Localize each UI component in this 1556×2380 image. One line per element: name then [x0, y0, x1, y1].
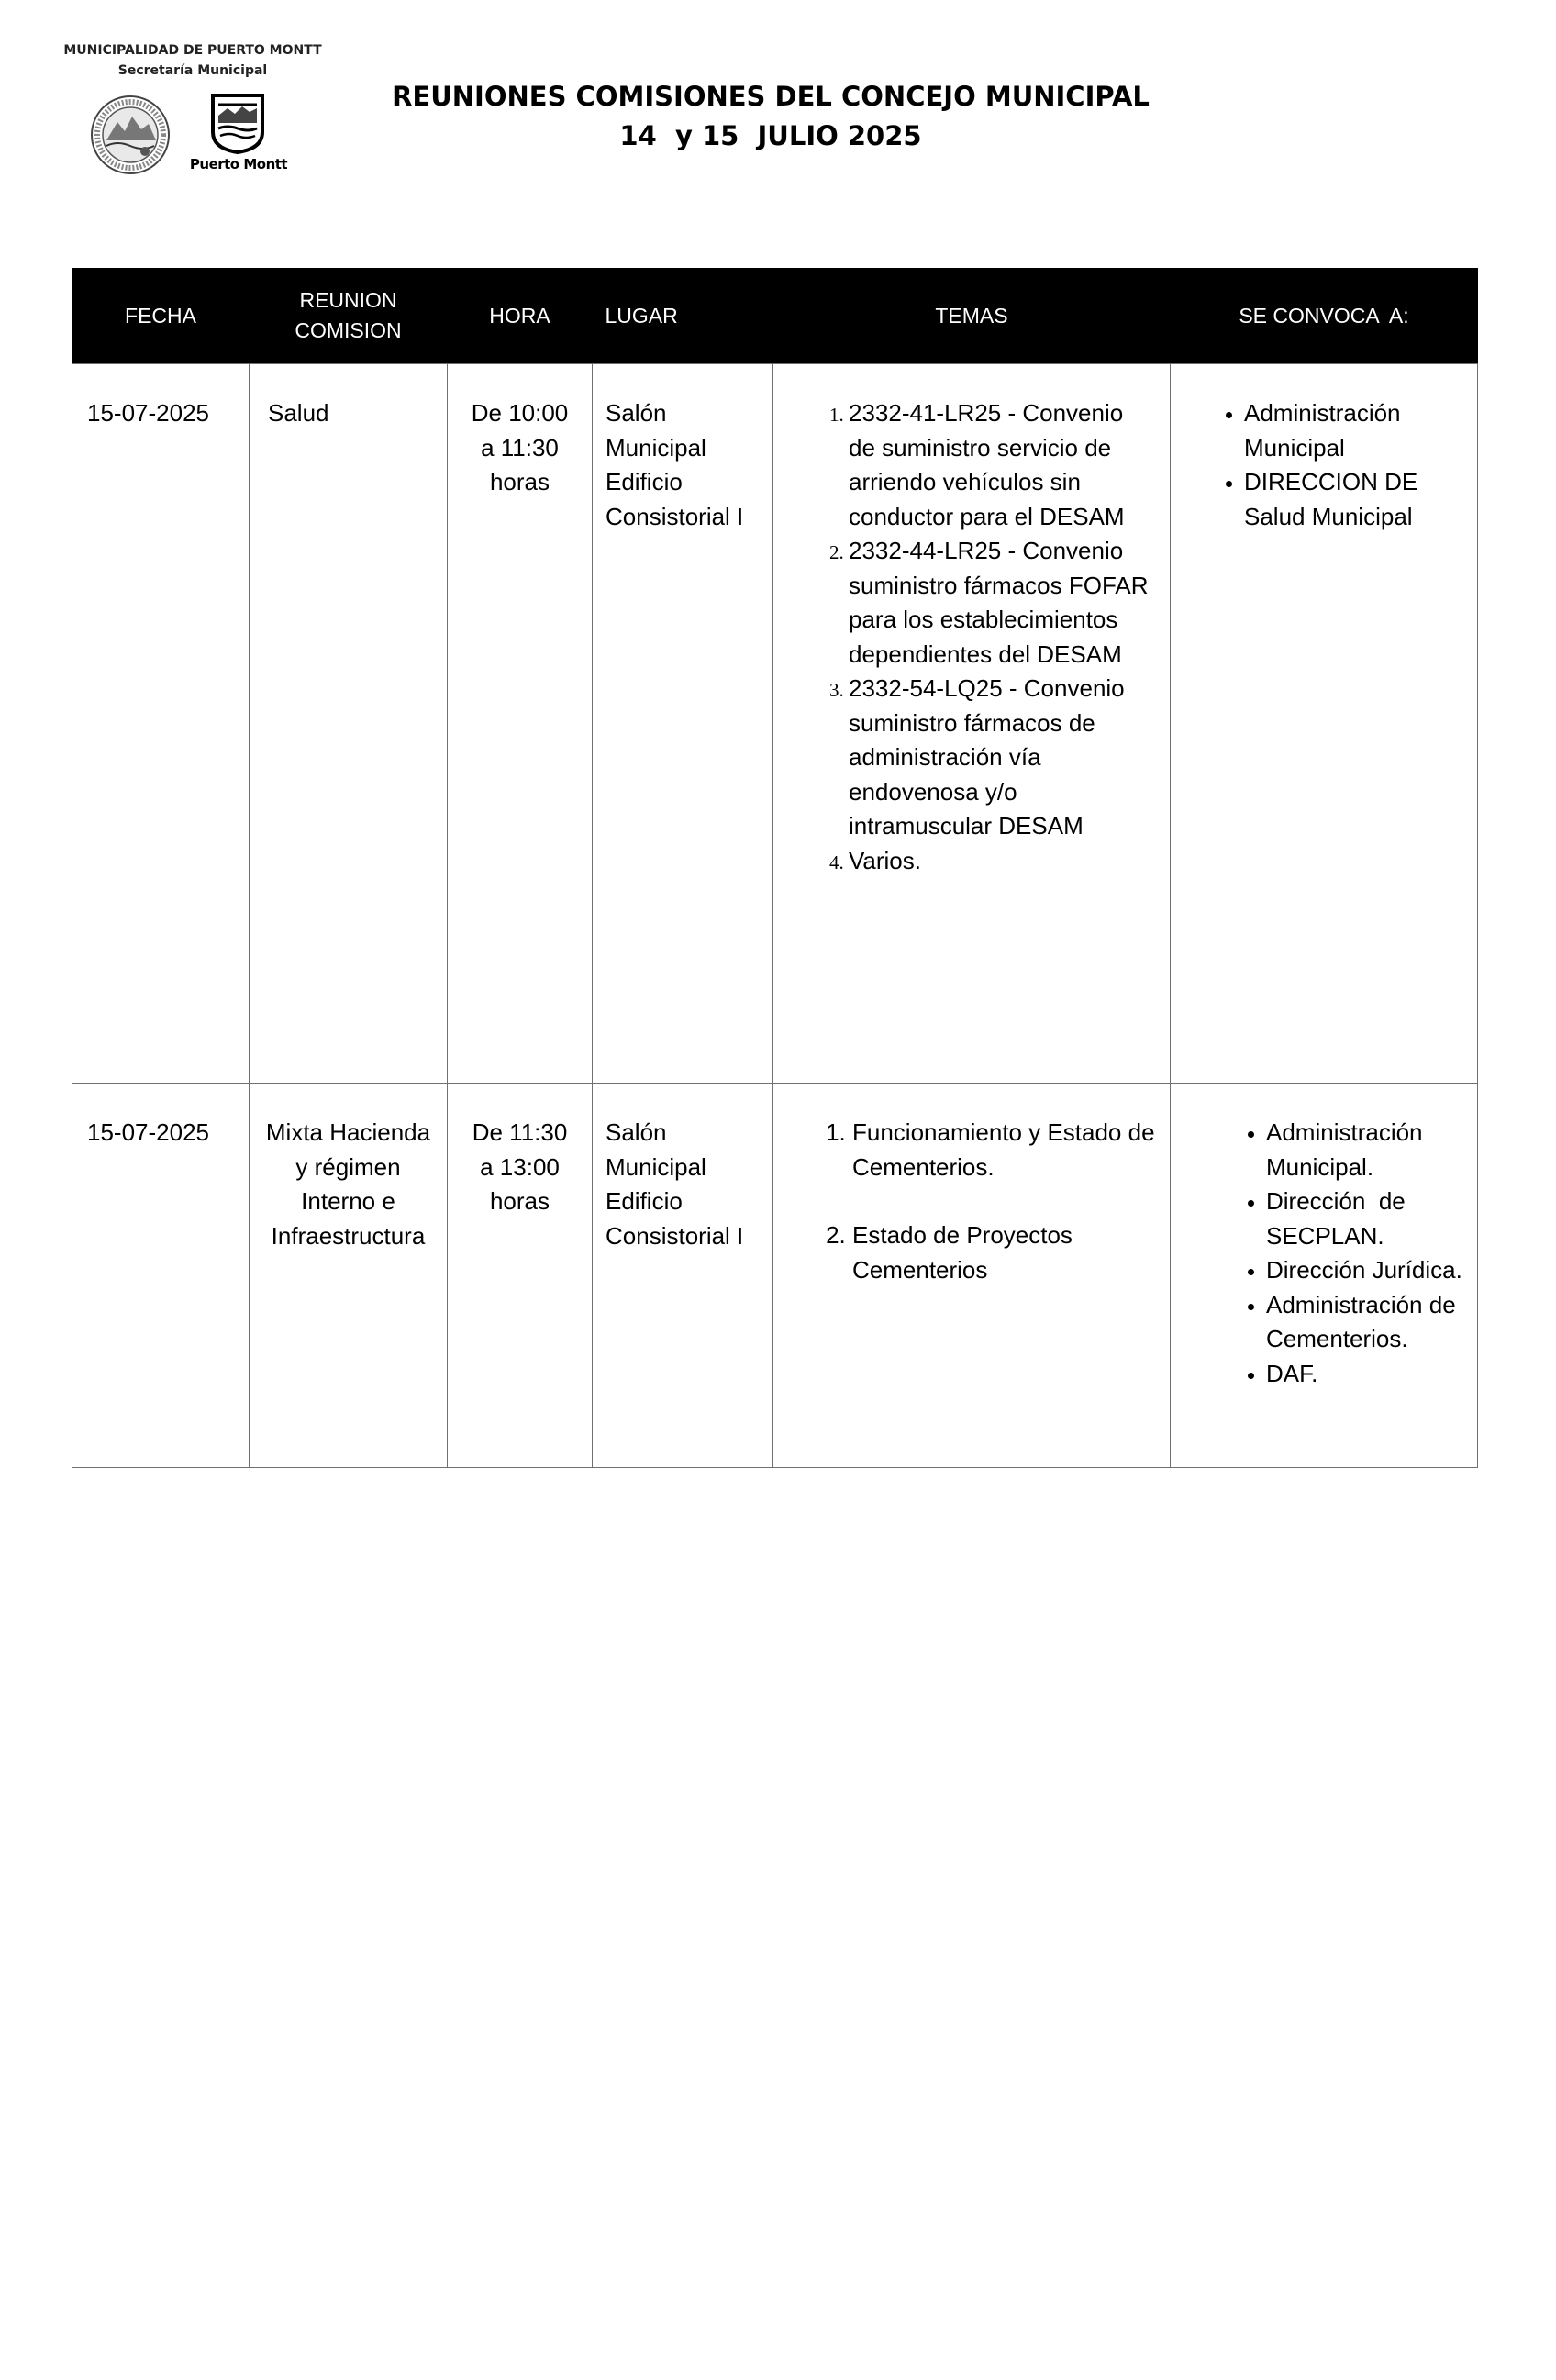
cell-fecha — [72, 364, 250, 1084]
puerto-montt-crest-logo — [209, 92, 266, 154]
list-item: 2. Estado de Proyectos Cementerios — [852, 1218, 1157, 1287]
comision-text: Salud — [268, 399, 329, 427]
comision-text: Mixta Hacienda y régimen Interno e Infraestructura — [265, 1118, 431, 1250]
list-item: 2. 2332-44-LR25 - Convenio suministro fármacos FOFAR para los establecimientos dependientes del DESAM — [849, 534, 1153, 672]
hora-text: De 10:00 a 11:30 horas — [471, 399, 569, 495]
list-item: • Dirección Jurídica. — [1266, 1253, 1466, 1288]
organization-name: MUNICIPALIDAD DE PUERTO MONTT — [63, 43, 322, 58]
temas-list — [786, 396, 1153, 878]
column-header-fecha: FECHA — [72, 268, 250, 364]
list-item: • Administración Municipal. — [1266, 1116, 1466, 1184]
table-header-row — [72, 268, 1478, 364]
title-line-1: REUNIONES COMISIONES DEL CONCEJO MUNICIPAL — [392, 81, 1150, 112]
organization-header — [55, 40, 330, 81]
cell-lugar — [593, 1084, 773, 1468]
cell-temas — [773, 1084, 1171, 1468]
column-header-reunion-comision: REUNION COMISION — [250, 268, 448, 364]
column-header-se-convoca: SE CONVOCA A: — [1171, 268, 1478, 364]
cell-convoca — [1171, 1084, 1478, 1468]
list-item: • Administración Municipal — [1244, 396, 1464, 465]
list-item: 1. 2332-41-LR25 - Convenio de suministro servicio de arriendo vehículos sin conductor para el DESAM — [849, 396, 1153, 534]
list-item: • DIRECCION DE Salud Municipal — [1244, 465, 1464, 534]
organization-department: Secretaría Municipal — [117, 63, 268, 78]
convoca-list — [1184, 1116, 1466, 1391]
list-item: 4. Varios. — [849, 844, 1153, 879]
column-header-temas: TEMAS — [773, 268, 1171, 364]
list-item: 3. 2332-54-LQ25 - Convenio suministro fármacos de administración vía endovenosa y/o intramuscular DESAM — [849, 672, 1153, 844]
document-title — [312, 77, 1229, 156]
hora-text: De 11:30 a 13:00 horas — [472, 1118, 568, 1215]
cell-convoca — [1171, 364, 1478, 1084]
list-item: • DAF. — [1266, 1357, 1466, 1392]
municipal-seal-logo — [90, 95, 171, 175]
title-line-2: 14 y 15 JULIO 2025 — [619, 120, 922, 151]
list-item: • Administración de Cementerios. — [1266, 1288, 1466, 1357]
table-row — [72, 1084, 1478, 1468]
column-header-hora: HORA — [448, 268, 593, 364]
cell-lugar — [593, 364, 773, 1084]
list-item: 1. Funcionamiento y Estado de Cementerios. — [852, 1116, 1157, 1184]
list-item: • Dirección de SECPLAN. — [1266, 1184, 1466, 1253]
cell-comision — [250, 364, 448, 1084]
cell-hora — [448, 1084, 593, 1468]
table-row — [72, 364, 1478, 1084]
temas-list — [786, 1116, 1157, 1287]
cell-temas — [773, 364, 1171, 1084]
cell-hora — [448, 364, 593, 1084]
fecha-text: 15-07-2025 — [87, 1118, 209, 1146]
meetings-table — [72, 268, 1478, 1468]
cell-fecha — [72, 1084, 250, 1468]
cell-comision — [250, 1084, 448, 1468]
column-header-lugar: LUGAR — [593, 268, 773, 364]
lugar-text: Salón Municipal Edificio Consistorial I — [606, 1118, 744, 1250]
convoca-list — [1184, 396, 1464, 534]
lugar-text: Salón Municipal Edificio Consistorial I — [606, 399, 744, 530]
crest-label: Puerto Montt — [189, 156, 288, 172]
fecha-text: 15-07-2025 — [87, 399, 209, 427]
